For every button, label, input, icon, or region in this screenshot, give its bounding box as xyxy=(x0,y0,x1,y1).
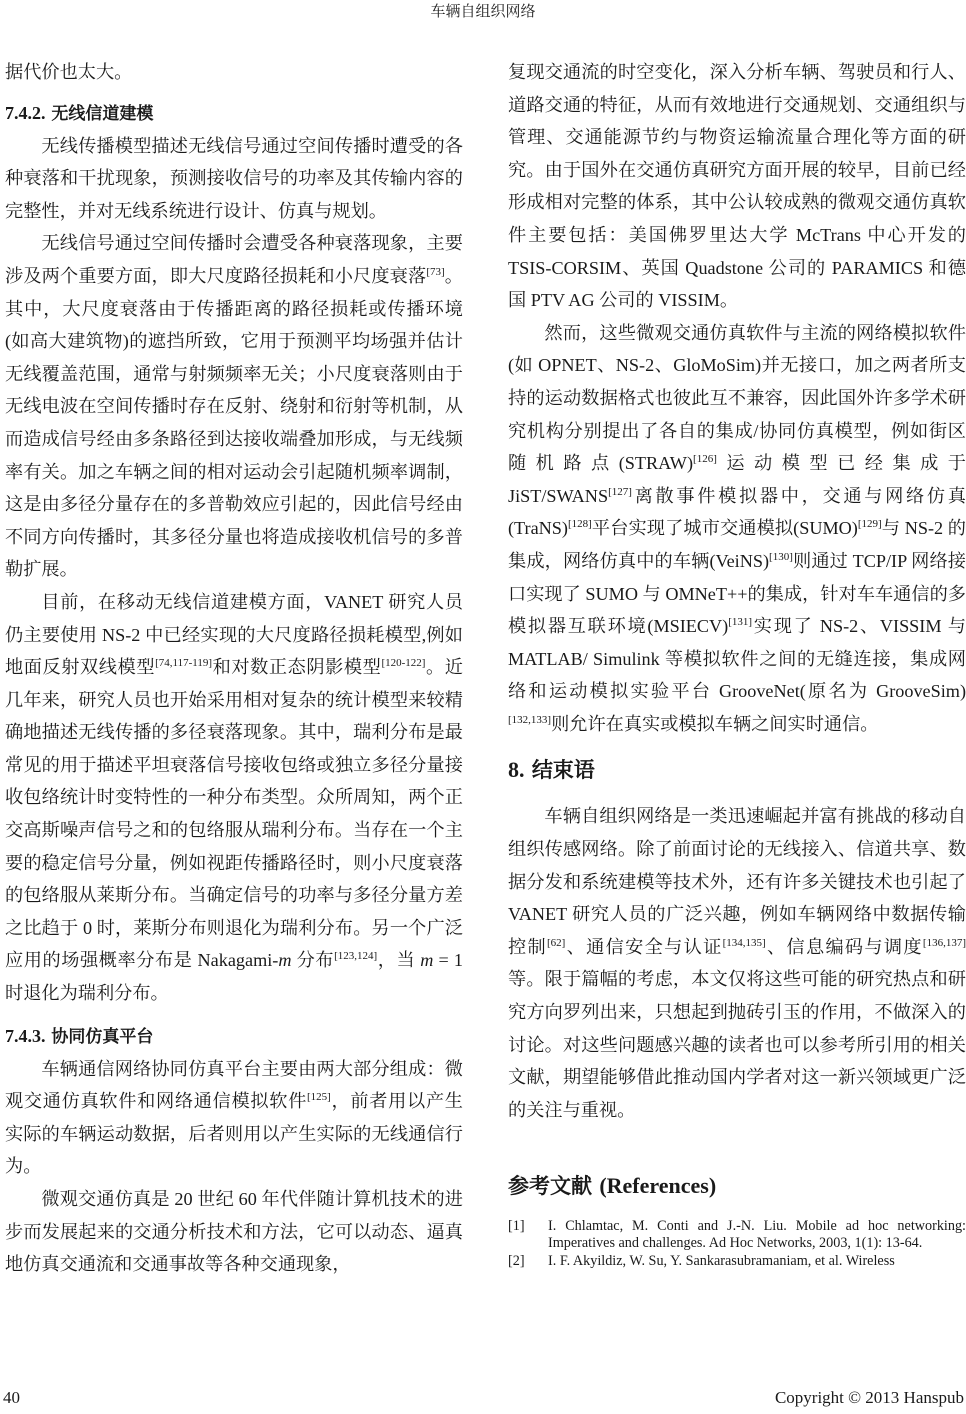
paragraph xyxy=(5,586,463,1010)
text-run: = 1 时退化为瑞利分布。 xyxy=(5,950,463,1004)
paragraph xyxy=(508,800,966,1126)
citation[interactable]: [129] xyxy=(857,518,882,531)
page-number: 40 xyxy=(3,1388,20,1407)
citation[interactable]: [123,124] xyxy=(334,950,378,963)
math-var: m xyxy=(278,950,292,971)
reference-text: I. Chlamtac, M. Conti and J.-N. Liu. Mobile ad hoc networking: Imperatives and challenges. Ad Hoc Networks, 2003, 1(1): 13-64. xyxy=(548,1218,966,1251)
paragraph: 无线传播模型描述无线信号通过空间传播时遭受的各种衰落和干扰现象，预测接收信号的功率及其传输内容的完整性，并对无线系统进行设计、仿真与规划。 xyxy=(5,135,463,221)
paragraph xyxy=(5,1053,463,1183)
text-run: 、信息编码与调度 xyxy=(765,936,923,957)
citation[interactable]: [128] xyxy=(567,518,592,531)
text-run: 实现了 NS-2、VISSIM 与 MATLAB/ Simulink 等模拟软件之间的无缝连接，集成网络和运动模拟实验平台 GrooveNet(原名为 GrooveSim) xyxy=(508,616,966,702)
references-title-cn: 参考文献 xyxy=(508,1174,592,1199)
citation[interactable]: [74,117-119] xyxy=(155,657,213,670)
section-number: 7.4.3. xyxy=(5,1025,46,1046)
text-run: 平台实现了城市交通模拟(SUMO) xyxy=(591,518,858,539)
text-run: 车辆通信网络协同仿真平台主要由两大部分组成：微观交通仿真软件和网络通信模拟软件 xyxy=(5,1058,463,1112)
text-run: 。近几年来，研究人员也开始采用相对复杂的统计模型来较精确地描述无线传播的多径衰落现象。其中，瑞利分布是最常见的用于描述平坦衰落信号接收包络或独立多径分量接收包络统计时变特性的一种分布类型。众所周知，两个正交高斯噪声信号之和的包络服从瑞利分布。当存在一个主要的稳定信号分量，例如视距传播路径时，则小尺度衰落的包络服从莱斯分布。当确定信号的功率与多径分量方差之比趋于 0 时，莱斯分布则退化为瑞利分布。另一个广泛应用的场强概率分布是 Nakagami- xyxy=(5,657,463,971)
section-heading-8 xyxy=(508,750,966,790)
citation[interactable]: [136,137] xyxy=(922,936,966,949)
running-header: 车辆自组织网络 xyxy=(430,2,536,20)
text-run: 。其中，大尺度衰落由于传播距离的路径损耗或传播环境(如高大建筑物)的遮挡所致，它用于预测平均场强并估计无线覆盖范围，通常与射频频率无关；小尺度衰落则由于无线电波在空间传播时存在反射、绕射和衍射等机制，从而造成信号经由多条路径到达接收端叠加形成，与无线频率有关。加之车辆之间的相对运动会引起随机频率调制，这是由多径分量存在的多普勒效应引起的，因此信号经由不同方向传播时，其多径分量也将造成接收机信号的多普勒扩展。 xyxy=(5,265,463,580)
section-title: 协同仿真平台 xyxy=(51,1026,154,1047)
paragraph: 据代价也太大。 xyxy=(5,62,133,82)
citation[interactable]: [62] xyxy=(547,936,566,949)
text-run: 和对数正态阴影模型 xyxy=(212,657,382,678)
text-run: 则允许在真实或模拟车辆之间实时通信。 xyxy=(551,713,879,734)
reference-list xyxy=(508,1218,966,1270)
references-heading xyxy=(508,1166,966,1206)
text-run: 车辆自组织网络是一类迅速崛起并富有挑战的移动自组织传感网络。除了前面讨论的无线接入、信道共享、数据分发和系统建模等技术外，还有许多关键技术也引起了 VANET 研究人员的广泛兴趣，例如车辆网络中数据传输控制 xyxy=(508,806,966,957)
left-column xyxy=(5,56,463,1281)
text-run: 分布 xyxy=(291,950,335,971)
paragraph xyxy=(508,317,966,741)
text-run: 、通信安全与认证 xyxy=(565,936,723,957)
text-run: 离散事件模拟器中，交通与网络仿真(TraNS) xyxy=(508,485,966,539)
reference-item xyxy=(508,1253,966,1270)
citation[interactable]: [120-122] xyxy=(381,657,426,670)
citation[interactable]: [131] xyxy=(728,616,753,629)
section-number: 8. xyxy=(508,757,525,783)
citation[interactable]: [125] xyxy=(307,1091,331,1104)
paragraph: 复现交通流的时空变化，深入分析车辆、驾驶员和行人、道路交通的特征，从而有效地进行交通规划、交通组织与管理、交通能源节约与物资运输流量合理化等方面的研究。由于国外在交通仿真研究方面开展的较早，目前已经形成相对完整的体系，其中公认较成熟的微观交通仿真软件主要包括：美国佛罗里达大学 McTrans 中心开发的 TSIS-CORSIM、英国 Quadstone 公司的 PARAMICS 和德国 PTV AG 公司的 VISSIM。 xyxy=(508,62,966,311)
reference-item xyxy=(508,1218,966,1251)
citation[interactable]: [132,133] xyxy=(508,713,552,726)
text-run: 无线信号通过空间传播时会遭受各种衰落现象，主要涉及两个重要方面，即大尺度路径损耗和小尺度衰落 xyxy=(5,233,463,286)
right-column xyxy=(508,56,966,1272)
reference-index: [1] xyxy=(508,1218,525,1235)
references-title-en: (References) xyxy=(599,1173,717,1199)
math-var: m xyxy=(420,950,434,971)
section-heading-7-4-3 xyxy=(5,1020,463,1053)
text-run: 运动模型已经集成于 JiST/SWANS xyxy=(508,453,966,506)
text-run: ，当 xyxy=(377,950,421,971)
text-run: 则通过 TCP/IP 网络接口实现了 SUMO 与 OMNeT++的集成，针对车车通信的多模拟器互联环境(MSIECV) xyxy=(508,550,966,637)
section-title: 结束语 xyxy=(531,758,595,783)
section-title: 无线信道建模 xyxy=(51,103,154,124)
copyright-notice: Copyright © 2013 Hanspub xyxy=(774,1388,964,1407)
citation[interactable]: [130] xyxy=(769,550,793,563)
section-heading-7-4-2 xyxy=(5,97,463,130)
text-run: 与 NS-2 的集成，网络仿真中的车辆(VeiNS) xyxy=(508,518,966,571)
text-run: 目前，在移动无线信道建模方面，VANET 研究人员仍主要使用 NS-2 中已经实现的大尺度路径损耗模型,例如地面反射双线模型 xyxy=(5,591,463,678)
reference-text: I. F. Akyildiz, W. Su, Y. Sankarasubramaniam, et al. Wireless xyxy=(548,1253,895,1270)
paragraph: 微观交通仿真是 20 世纪 60 年代伴随计算机技术的进步而发展起来的交通分析技术和方法，它可以动态、逼真地仿真交通流和交通事故等各种交通现象， xyxy=(5,1189,463,1275)
text-run: 等。限于篇幅的考虑，本文仅将这些可能的研究热点和研究方向罗列出来，只想起到抛砖引玉的作用，不做深入的讨论。对这些问题感兴趣的读者也可以参考所引用的相关文献，期望能够借此推动国内学者对这一新兴领域更广泛的关注与重视。 xyxy=(508,969,966,1120)
text-run: 然而，这些微观交通仿真软件与主流的网络模拟软件(如 OPNET、NS-2、GloMoSim)并无接口，加之两者所支持的运动数据格式也彼此互不兼容，因此国外许多学术研究机构分别提出了各自的集成/协同仿真模型，例如街区随机路点(STRAW) xyxy=(508,322,966,474)
citation[interactable]: [127] xyxy=(608,485,632,498)
reference-index: [2] xyxy=(508,1253,525,1270)
citation[interactable]: [126] xyxy=(693,453,717,466)
citation[interactable]: [134,135] xyxy=(722,936,766,949)
citation[interactable]: [73] xyxy=(426,265,445,278)
section-number: 7.4.2. xyxy=(5,102,46,123)
text-run: ，前者用以产生实际的车辆运动数据，后者则用以产生实际的无线通信行为。 xyxy=(5,1091,463,1177)
paragraph xyxy=(5,227,463,586)
